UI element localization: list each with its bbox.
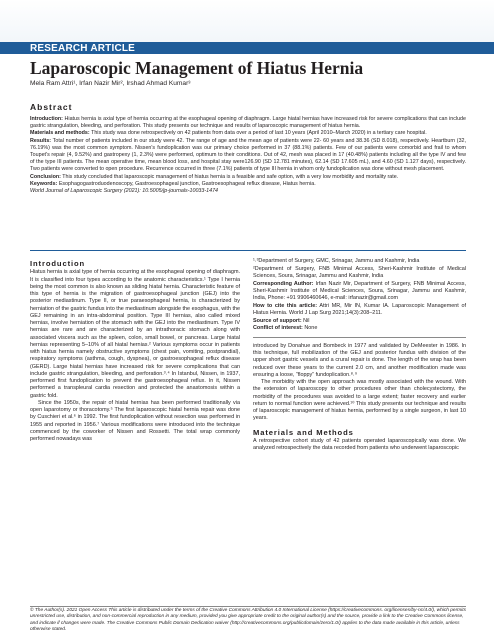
source-of-support-label: Source of support: bbox=[253, 317, 302, 324]
citation-label: How to cite this article: bbox=[253, 302, 318, 309]
citation-text: Attri MR, Mir IN, Kumar IA. Laparoscopic Management of Hiatus Hernia. World J Lap Surg 2021;14(3):208–211. bbox=[253, 302, 466, 316]
section-divider bbox=[30, 250, 466, 251]
abstract-intro-label: Introduction: bbox=[30, 116, 63, 122]
right-column bbox=[253, 254, 466, 452]
corresponding-author-text: Irfan Nazir Mir, Department of Surgery, FNB Minimal Access, Sheri-Kashmir Institute of Medical Sciences, Soura, Srinagar, Jammu and Kashmir, India, Phone: +91 9906460646, e-mail: irfanazir@gmail.com bbox=[253, 280, 466, 302]
left-column bbox=[30, 254, 240, 443]
body-paragraph-2: The morbidity with the open approach was mostly associated with the wound. With the extension of laparoscopy to other procedures other than cholecystectomy, the morbidity of the procedures was avoided to a large extent; faster recovery and earlier return to normal function were achieved.¹⁰ This study presents our technique and results of laparoscopic management of hiatus hernia, performed by a single surgeon, in last 10 years. bbox=[253, 379, 466, 422]
abstract-methods-text: This study was done retrospectively on 42 patients from data over a period of last 10 years (April 2010–March 2020) in a tertiary care hospital. bbox=[89, 130, 427, 137]
article-title: Laparoscopic Management of Hiatus Hernia bbox=[30, 58, 364, 78]
abstract-intro-text: Hiatus hernia is axial type of hernia occurring at the esophageal opening of diaphragm. Large hiatal hernias have increased risk for severe complications that can include gastric strangulation, bleeding, and perforation. This study presents our technique and results of laparoscopic management of hiatus hernia. bbox=[30, 116, 466, 130]
corresponding-author bbox=[253, 281, 466, 303]
abstract-body bbox=[30, 116, 466, 196]
source-of-support-text: Nil bbox=[301, 317, 310, 324]
conflict-of-interest-label: Conflict of interest: bbox=[253, 325, 303, 332]
author-list: Mela Ram Attri¹, Irfan Nazir Mir², Irshad Ahmad Kumar³ bbox=[30, 80, 191, 87]
abstract-keywords bbox=[30, 181, 466, 188]
abstract-methods-label: Materials and methods: bbox=[30, 130, 90, 137]
conflict-of-interest-text: None bbox=[302, 325, 318, 332]
affiliation-1: ¹˒³Department of Surgery, GMC, Srinagar, Jammu and Kashmir, India bbox=[253, 258, 420, 264]
article-type-label: RESEARCH ARTICLE bbox=[30, 43, 136, 54]
abstract-results bbox=[30, 138, 466, 173]
banner-background bbox=[0, 0, 494, 42]
abstract-results-label: Results: bbox=[30, 137, 52, 144]
footer-divider bbox=[30, 606, 466, 607]
license-footer: © The Author(s). 2021 Open Access This article is distributed under the terms of the Creative Commons Attribution 4.0 International License (https://creativecommons. org/licenses/by-nc/4.0/), which permits unrestricted use, distribution, and non-commercial reproduction in any medium, provided you give appropriate credit to the original author(s) and the source, provide a link to the Creative Commons license, and indicate if changes were made. The Creative Commons Public Domain Dedication waiver (http://creativecommons.org/publicdomain/zero/1.0/) applies to the data made available in this article, unless otherwise stated. bbox=[30, 608, 466, 633]
abstract-conclusion-label: Conclusion: bbox=[30, 173, 61, 180]
corresponding-author-label: Corresponding Author: bbox=[253, 280, 314, 287]
introduction-paragraph-2: Since the 1950s, the repair of hiatal hernias has been performed traditionally via open laparotomy or thoracotomy.⁵ The first laparoscopic hiatal hernia repair was done by Cuschieri et al.⁶ in 1992. The first fundoplication without resection was performed in 1955 and reported in 1956.⁷ Various modifications were introduced into the technique commenced by the coworker of Nissen and Rossetti. The total wrap commonly performed nowadays was bbox=[30, 399, 240, 442]
conflict-of-interest bbox=[253, 325, 466, 332]
abstract-methods bbox=[30, 130, 466, 137]
methods-heading: Materials and Methods bbox=[253, 427, 354, 437]
source-of-support bbox=[253, 318, 466, 325]
journal-reference: World Journal of Laparoscopic Surgery (2021): 10.5005/jp-journals-10033-1474 bbox=[30, 188, 219, 195]
abstract-keywords-text: Esophagogastroduodenoscopy, Gastroesophageal junction, Gastroesophageal reflux disease, Hiatus hernia. bbox=[57, 181, 316, 188]
abstract-conclusion-text: This study concluded that laparoscopic management of hiatus hernia is a feasible and safe option, with a very low morbidity and mortality rate. bbox=[60, 173, 399, 180]
abstract-heading: Abstract bbox=[30, 102, 73, 112]
methods-paragraph: A retrospective cohort study of 42 patients operated laparoscopically was done. We analyzed retrospectively the data recorded from patients who underwent laparoscopic bbox=[253, 437, 466, 452]
affiliation-box bbox=[253, 258, 466, 338]
citation bbox=[253, 303, 466, 318]
introduction-heading: Introduction bbox=[30, 259, 86, 268]
header-banner bbox=[0, 0, 494, 54]
abstract-introduction bbox=[30, 116, 466, 130]
abstract-conclusion bbox=[30, 174, 466, 181]
affiliation-2: ²Department of Surgery, FNB Minimal Access, Sheri-Kashmir Institute of Medical Sciences, Soura, Srinagar, Jammu and Kashmir, India bbox=[253, 265, 466, 279]
body-paragraph-1: introduced by Donahue and Bombeck in 1977 and validated by DeMeester in 1986. In this technique, full mobilization of the GEJ and posterior fundus with division of the upper short gastric vessels and a crural repair is done. The length of the wrap has been reduced over these years to the current 2.0 cm, and another modification made was ensuring a loose, “floppy” fundoplication.⁸˒⁹ bbox=[253, 342, 466, 378]
introduction-paragraph-1: Hiatus hernia is axial type of hernia occurring at the esophageal opening of diaphragm. It is classified into four types according to the anatomic characteristics.¹ Type I hernia being the most common is also known as sliding hiatal hernia. Characteristic feature of this type of hernia is the migration of gastroesophageal junction (GEJ) into the posterior mediastinum. Type II, or true paraesophageal hernia, is characterized by herniation of the gastric fundus into the mediastinum alongside the esophagus, with the GEJ remaining in an intra-abdominal position. Type III hernias, also called mixed hernias, involve herniation of the stomach with the GEJ into the mediastinum. Type IV hernias are rare and are characterized by an intrathoracic stomach along with associated viscera such as the spleen, colon, small bowel, or pancreas. Large hiatal hernias representing 5–10% of all hiatal hernias.² Various symptoms occur in patients with hiatus hernia namely obstructive symptoms (chest pain, vomiting, postprandial), respiratory symptoms (asthma, cough, dyspnea), or gastroesophageal reflux disease (GERD). Large hiatal hernias have increased risk for severe complications that can include gastric strangulation, bleeding, and perforation.³˒⁴ In Istanbul, Nissen, in 1937, performed first fundoplication to prevent the gastroesophageal reflux. In it, Nissen performed a transpleural cardia resection and protected the anastomosis within a gastric fold. bbox=[30, 269, 240, 399]
abstract-keywords-label: Keywords: bbox=[30, 181, 58, 188]
abstract-results-text: Total number of patients included in our study were 42. The range of age and the mean age of patients were 22- 60 years and 38.36 (SD 8.018), respectively. Heartburn (32, 76.19%) was the most common symptom. Nissen's fundoplication was our primary choice performed in 37 (88.1%) patients. Few of our patients were comorbid and frail to whom Toupet's repair (4, 9.52%) and gastropexy (1, 2.3%) were performed, optimum to their conditions. Out of 42, mesh was placed in 17 (40.48%) patients including all the type IV and few of the type III patients. The mean operative time, mean blood loss, and hospital stay were126.90 (SD 12.781 minutes), 62.14 (SD 17.605 mL), and 4.60 (SD 1.127 days), respectively. Two patients were converted to open procedure. Recurrence occurred in three (7.1%) patients of type III hernia in whom only fundoplication was done without mesh placement. bbox=[30, 137, 466, 173]
